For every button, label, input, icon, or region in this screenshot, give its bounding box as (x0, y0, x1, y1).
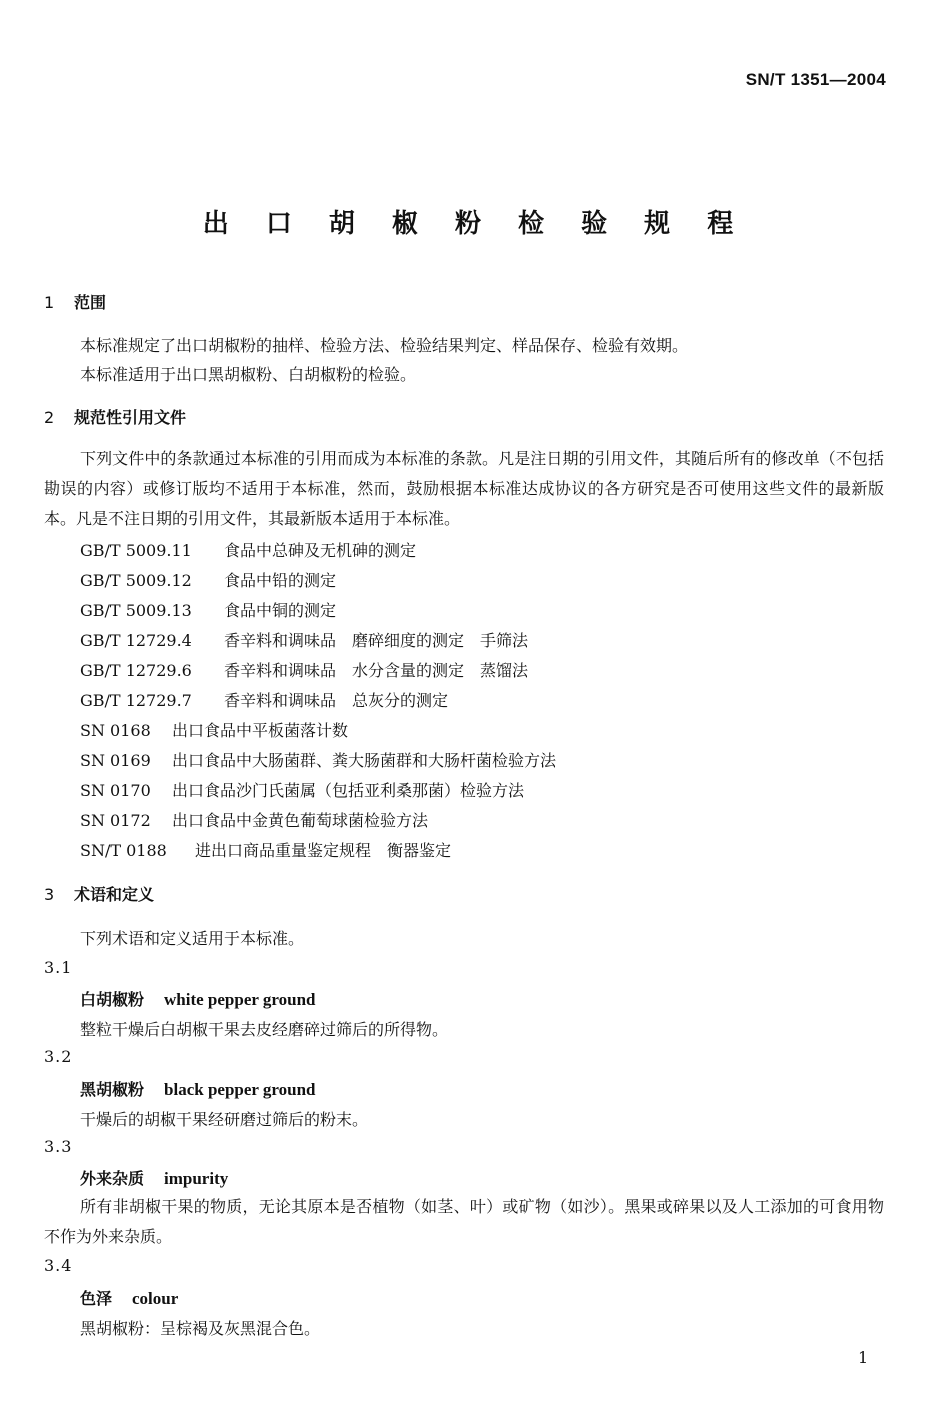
reference-code: GB/T 12729.4 (80, 631, 192, 650)
reference-code: GB/T 5009.13 (80, 601, 192, 620)
term-definition: 所有非胡椒干果的物质，无论其原本是否植物（如茎、叶）或矿物（如沙）。黑果或碎果以及人工添加的可食用物不作为外来杂质。 (44, 1197, 884, 1246)
section-number: 1 (44, 293, 55, 312)
term-english: impurity (164, 1169, 229, 1188)
reference-item (80, 568, 336, 591)
term-english: white pepper ground (164, 990, 316, 1009)
document-title: 出 口 胡 椒 粉 检 验 规 程 (202, 209, 748, 239)
section-number: 2 (44, 408, 55, 427)
term-english: colour (132, 1289, 179, 1308)
term-heading (80, 987, 315, 1010)
reference-item (80, 748, 556, 771)
reference-title: 食品中总砷及无机砷的测定 (224, 541, 417, 560)
reference-title: 出口食品中金黄色葡萄球菌检验方法 (172, 811, 429, 830)
reference-code: GB/T 5009.12 (80, 571, 192, 590)
reference-item (80, 628, 528, 651)
reference-code: SN 0172 (80, 811, 151, 830)
reference-code: SN 0169 (80, 751, 151, 770)
reference-code: SN/T 0188 (80, 841, 167, 860)
section-1-heading (44, 290, 106, 313)
term-chinese: 外来杂质 (80, 1169, 145, 1188)
reference-title: 进出口商品重量鉴定规程 衡器鉴定 (195, 841, 452, 860)
reference-code: GB/T 12729.7 (80, 691, 192, 710)
term-definition: 整粒干燥后白胡椒干果去皮经磨碎过筛后的所得物。 (80, 1020, 449, 1039)
reference-code: SN 0170 (80, 781, 151, 800)
page-number: 1 (858, 1348, 869, 1367)
reference-title: 出口食品中大肠菌群、粪大肠菌群和大肠杆菌检验方法 (172, 751, 557, 770)
reference-item (80, 838, 451, 861)
reference-item (80, 718, 348, 741)
section-title: 范围 (74, 293, 107, 312)
references-paragraph: 下列文件中的条款通过本标准的引用而成为本标准的条款。凡是注日期的引用文件，其随后所有的修改单（不包括勘误的内容）或修订版均不适用于本标准，然而，鼓励根据本标准达成协议的各方研究是否可使用这些文件的最新版本。凡是不注日期的引用文件，其最新版本适用于本标准。 (44, 449, 884, 528)
term-definition: 干燥后的胡椒干果经研磨过筛后的粉末。 (80, 1110, 369, 1129)
section-title: 规范性引用文件 (74, 408, 187, 427)
term-english: black pepper ground (164, 1080, 316, 1099)
term-number: 3.1 (44, 958, 73, 977)
term-chinese: 白胡椒粉 (80, 990, 145, 1009)
scope-line-2: 本标准适用于出口黑胡椒粉、白胡椒粉的检验。 (80, 365, 417, 384)
term-number: 3.2 (44, 1047, 73, 1066)
reference-title: 食品中铜的测定 (224, 601, 337, 620)
reference-title: 香辛料和调味品 磨碎细度的测定 手筛法 (224, 631, 529, 650)
reference-code: GB/T 5009.11 (80, 541, 192, 560)
reference-item (80, 808, 428, 831)
term-definition: 黑胡椒粉：呈棕褐及灰黑混合色。 (80, 1319, 321, 1338)
term-chinese: 色泽 (80, 1289, 113, 1308)
reference-item (80, 538, 416, 561)
reference-item (80, 598, 336, 621)
term-heading (80, 1166, 228, 1189)
term-heading (80, 1077, 316, 1100)
section-2-heading (44, 405, 186, 428)
reference-item (80, 688, 448, 711)
reference-title: 香辛料和调味品 总灰分的测定 (224, 691, 449, 710)
term-heading (80, 1286, 178, 1309)
term-number: 3.4 (44, 1256, 73, 1275)
standard-code: SN/T 1351—2004 (745, 70, 886, 89)
section-number: 3 (44, 885, 55, 904)
term-number: 3.3 (44, 1137, 73, 1156)
scope-line-1: 本标准规定了出口胡椒粉的抽样、检验方法、检验结果判定、样品保存、检验有效期。 (80, 336, 689, 355)
reference-code: GB/T 12729.6 (80, 661, 192, 680)
reference-title: 香辛料和调味品 水分含量的测定 蒸馏法 (224, 661, 529, 680)
reference-code: SN 0168 (80, 721, 151, 740)
reference-item (80, 658, 528, 681)
reference-item (80, 778, 524, 801)
term-chinese: 黑胡椒粉 (80, 1080, 145, 1099)
section-title: 术语和定义 (74, 885, 155, 904)
reference-title: 出口食品中平板菌落计数 (172, 721, 349, 740)
reference-title: 食品中铅的测定 (224, 571, 337, 590)
terms-intro: 下列术语和定义适用于本标准。 (80, 929, 305, 948)
reference-title: 出口食品沙门氏菌属（包括亚利桑那菌）检验方法 (172, 781, 525, 800)
section-3-heading (44, 882, 154, 905)
